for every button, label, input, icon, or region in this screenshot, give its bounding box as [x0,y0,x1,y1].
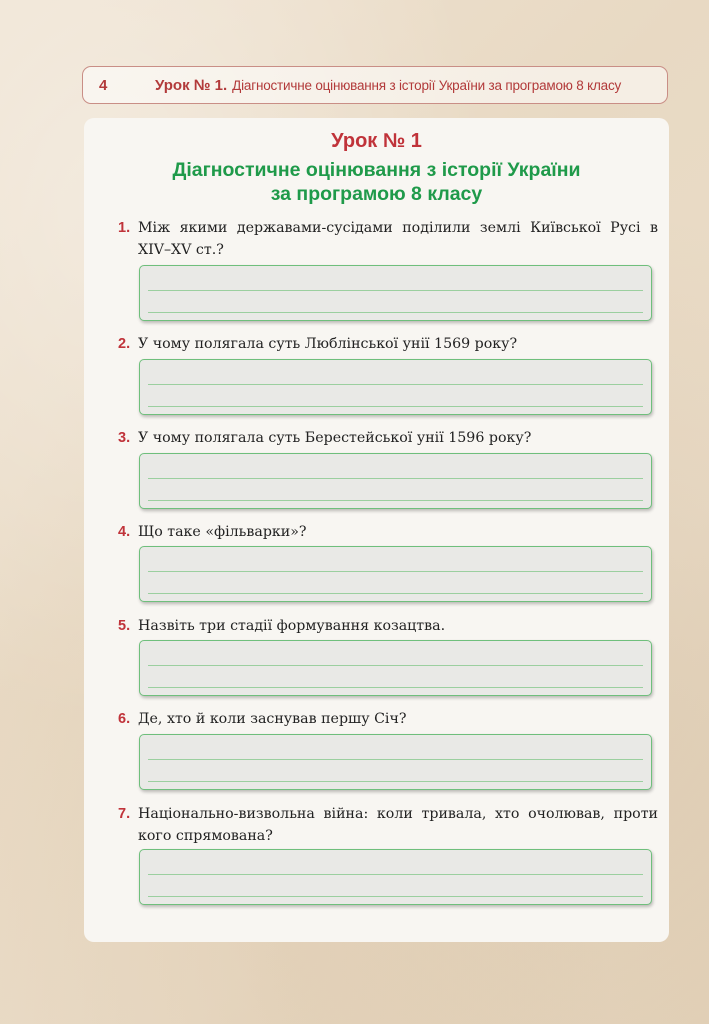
question-number: 5. [118,618,131,634]
question-3 [118,427,658,449]
answer-line [148,593,643,594]
answer-line [148,874,643,875]
question-number: 3. [118,430,131,446]
answer-line [148,478,643,479]
answer-line [148,500,643,501]
answer-line [148,896,643,897]
question-number: 2. [118,336,131,352]
question-text: У чому полягала суть Берестейської унії 1596 року? [138,430,532,446]
answer-line [148,384,643,385]
header-lesson-label: Урок № 1. [155,76,228,94]
question-1 [118,217,658,261]
page-subtitle-line2: за програмою 8 класу [270,183,483,205]
question-7 [118,803,658,847]
question-5 [118,615,658,637]
answer-line [148,759,643,760]
answer-line [148,665,643,666]
answer-box-5[interactable] [139,640,652,696]
page-subtitle-line1: Діагностичне оцінювання з історії України [172,159,581,181]
question-text: Назвіть три стадії формування козацтва. [138,618,446,634]
question-2 [118,333,658,355]
page-title: Урок № 1 [331,130,422,152]
page-number: 4 [99,76,108,94]
answer-box-7[interactable] [139,849,652,905]
answer-line [148,781,643,782]
answer-box-3[interactable] [139,453,652,509]
question-text: У чому полягала суть Люблінської унії 1569 року? [138,336,518,352]
answer-line [148,571,643,572]
worksheet-card [84,118,669,942]
answer-line [148,687,643,688]
running-header [82,66,668,104]
question-text: Що таке «фільварки»? [138,524,307,540]
question-text: Між якими державами-сусідами поділили землі Київської Русі в XIV–XV ст.? [138,220,658,258]
answer-box-6[interactable] [139,734,652,790]
header-subtitle: Діагностичне оцінювання з історії України за програмою 8 класу [232,77,622,93]
question-4 [118,521,658,543]
answer-box-4[interactable] [139,546,652,602]
answer-box-2[interactable] [139,359,652,415]
question-text: Де, хто й коли заснував першу Січ? [138,711,407,727]
answer-line [148,312,643,313]
question-6 [118,708,658,730]
page-subtitle [84,158,669,206]
answer-line [148,290,643,291]
answer-box-1[interactable] [139,265,652,321]
question-number: 4. [118,524,131,540]
question-text: Національно-визвольна війна: коли тривала, хто очолював, проти кого спрямована? [138,806,658,844]
answer-line [148,406,643,407]
question-number: 7. [118,806,131,822]
question-number: 1. [118,220,131,236]
question-number: 6. [118,711,131,727]
